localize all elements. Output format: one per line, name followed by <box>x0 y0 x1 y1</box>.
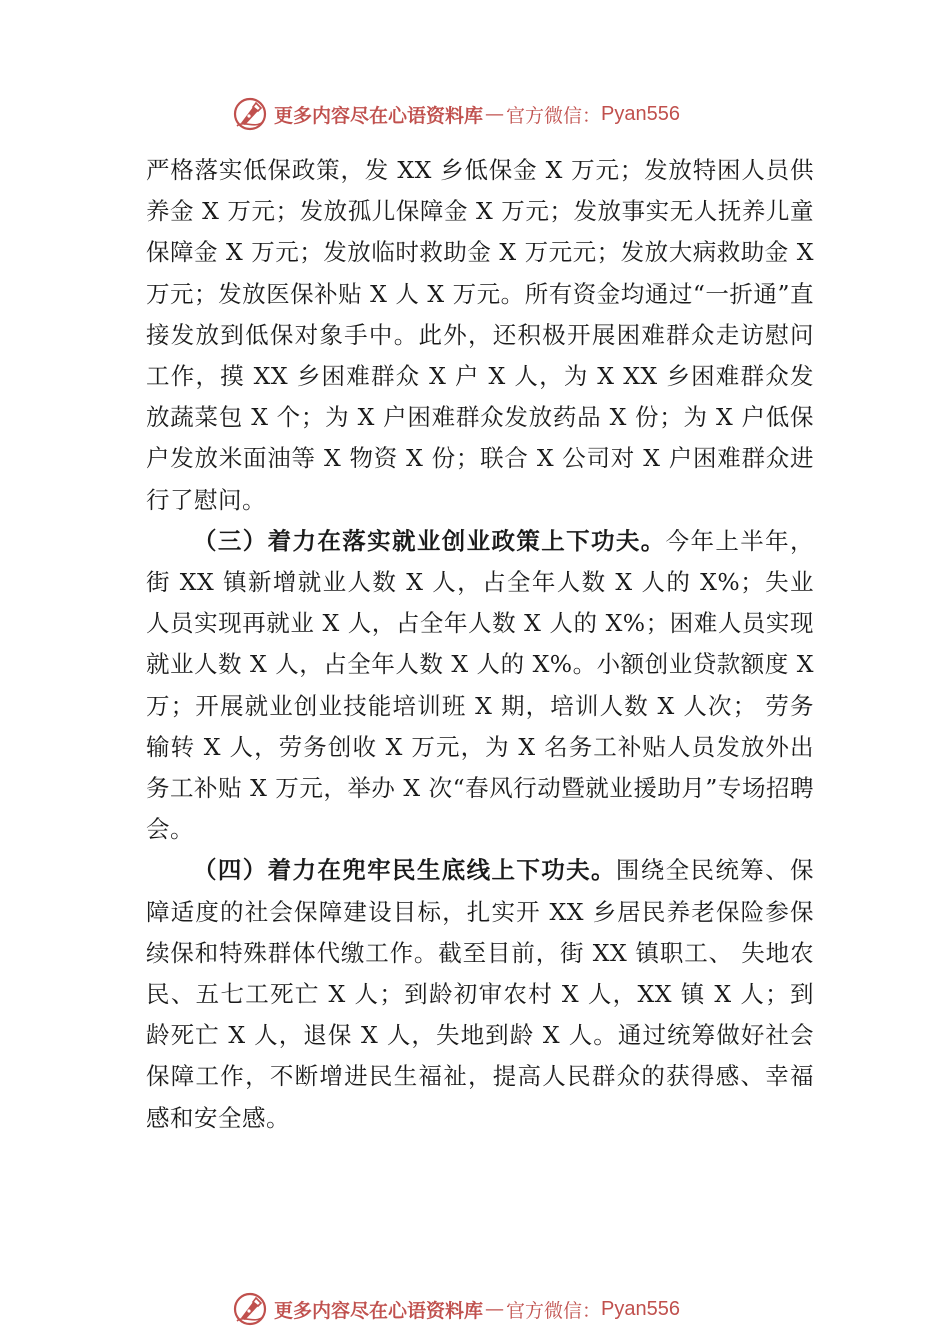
section-heading-four: （四）着力在兜牢民生底线上下功夫。 <box>193 856 616 885</box>
pen-nib-logo-icon <box>232 1291 268 1327</box>
watermark-wechat-label: 官方微信： <box>506 1299 602 1322</box>
pen-nib-logo-icon <box>232 96 268 132</box>
watermark-wechat-id: Pyan556 <box>601 102 680 125</box>
document-body <box>146 150 814 1139</box>
paragraph-employment <box>146 521 814 851</box>
watermark-wechat-label: 官方微信： <box>506 104 602 127</box>
watermark-dash: — <box>485 1298 505 1320</box>
paragraph-social-assistance <box>146 150 814 521</box>
section-heading-three: （三）着力在落实就业创业政策上下功夫。 <box>193 526 666 555</box>
header-watermark <box>232 94 680 134</box>
watermark-brand-text: 更多内容尽在心语资料库 <box>274 104 484 127</box>
watermark-wechat-id: Pyan556 <box>601 1297 680 1320</box>
paragraph-text: 围绕全民统筹、保障适度的社会保障建设目标，扎实开 XX 乡居民养老保险参保续保和特殊群体代缴工作。截至目前，街 XX 镇职工、 失地农民、五七工死亡 X 人；到龄初审农村 X 人，XX 镇 X 人；到龄死亡 X 人，退保 X 人，失地到龄 X 人。通过统筹做好社会保障工作，不断增进民生福祉，提高人民群众的获得感、幸福感和安全感。 <box>146 856 814 1132</box>
watermark-brand-text: 更多内容尽在心语资料库 <box>274 1299 484 1322</box>
paragraph-text: 严格落实低保政策，发 XX 乡低保金 X 万元；发放特困人员供养金 X 万元；发放孤儿保障金 X 万元；发放事实无人抚养儿童保障金 X 万元；发放临时救助金 X 万元元；发放大病救助金 X 万元；发放医保补贴 X 人 X 万元。所有资金均通过“一折通”直接发放到低保对象手中。此外，还积极开展困难群众走访慰问工作，摸 XX 乡困难群众 X 户 X 人，为 X XX 乡困难群众发放蔬菜包 X 个；为 X 户困难群众发放药品 X 份；为 X 户低保户发放米面油等 X 物资 X 份；联合 X 公司对 X 户困难群众进行了慰问。 <box>146 156 814 514</box>
footer-watermark <box>232 1289 680 1329</box>
paragraph-social-security <box>146 850 814 1138</box>
watermark-dash: — <box>485 103 505 125</box>
paragraph-text: 今年上半年，街 XX 镇新增就业人数 X 人，占全年人数 X 人的 X%；失业人员实现再就业 X 人，占全年人数 X 人的 X%；困难人员实现就业人数 X 人，占全年人数 X 人的 X%。小额创业贷款额度 X 万；开展就业创业技能培训班 X 期，培训人数 X 人次； 劳务输转 X 人，劳务创收 X 万元，为 X 名务工补贴人员发放外出务工补贴 X 万元，举办 X 次“春风行动暨就业援助月”专场招聘会。 <box>146 526 814 844</box>
